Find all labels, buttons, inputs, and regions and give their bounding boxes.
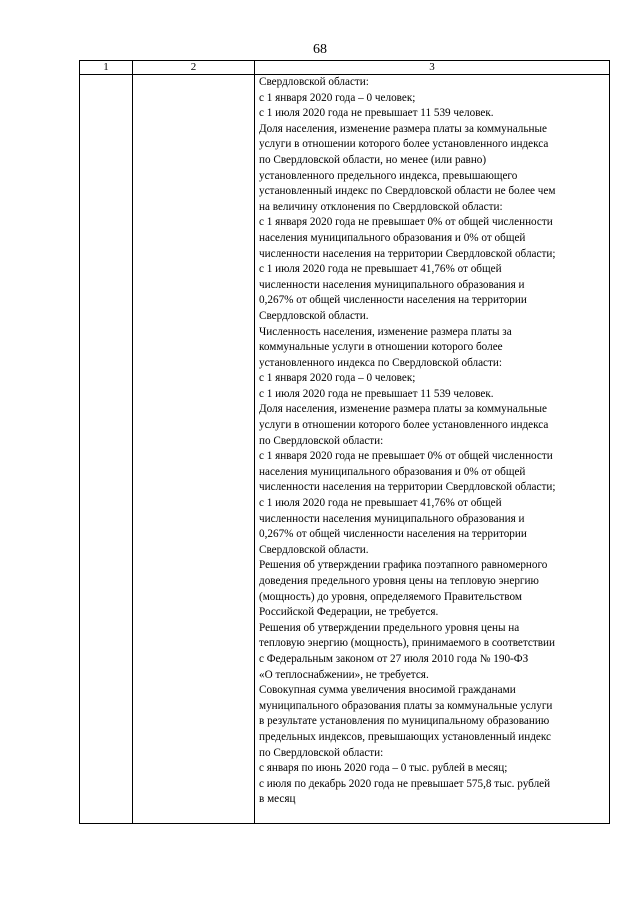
- text-line: с 1 июля 2020 года не превышает 41,76% от общей: [259, 497, 502, 510]
- text-line: на величину отклонения по Свердловской области:: [259, 200, 503, 213]
- text-line: тепловую энергию (мощность), принимаемого в соответствии: [259, 637, 556, 650]
- text-line: «О теплоснабжении», не требуется.: [259, 668, 429, 681]
- text-line: численности населения муниципального образования и: [259, 278, 525, 291]
- text-line: по Свердловской области:: [259, 746, 384, 759]
- column-3-text: [255, 75, 609, 808]
- text-line: предельных индексов, превышающих установленный индекс: [259, 730, 551, 743]
- text-line: в результате установления по муниципальному образованию: [259, 715, 550, 728]
- text-line: доведения предельного уровня цены на тепловую энергию: [259, 575, 539, 587]
- column-2-cell: [133, 75, 255, 824]
- text-line: установленный индекс по Свердловской области не более чем: [259, 185, 556, 198]
- text-line: услуги в отношении которого более установленного индекса: [259, 419, 549, 432]
- text-line: Свердловской области.: [259, 309, 369, 322]
- column-2-header: 2: [133, 61, 255, 75]
- text-line: Доля населения, изменение размера платы за коммунальные: [259, 403, 547, 416]
- text-line: Российской Федерации, не требуется.: [259, 606, 439, 619]
- text-line: с 1 января 2020 года не превышает 0% от общей численности: [259, 216, 553, 229]
- column-3-header: 3: [255, 61, 610, 75]
- text-line: с 1 июля 2020 года не превышает 11 539 человек.: [259, 107, 494, 120]
- column-1-header: 1: [80, 61, 133, 75]
- text-line: 0,267% от общей численности населения на территории: [259, 528, 527, 541]
- text-line: с 1 января 2020 года – 0 человек;: [259, 91, 416, 104]
- text-line: Решения об утверждении графика поэтапного равномерного: [259, 559, 548, 572]
- text-line: муниципального образования платы за коммунальные услуги: [259, 699, 553, 712]
- text-line: с 1 января 2020 года не превышает 0% от общей численности: [259, 450, 553, 463]
- text-line: по Свердловской области:: [259, 434, 384, 447]
- text-line: установленного индекса по Свердловской области:: [259, 356, 503, 369]
- table-row: [80, 75, 610, 824]
- text-line: численности населения муниципального образования и: [259, 512, 525, 525]
- text-line: с 1 июля 2020 года не превышает 41,76% от общей: [259, 263, 502, 276]
- text-line: по Свердловской области, но менее (или равно): [259, 153, 487, 166]
- column-3-cell: [255, 75, 610, 824]
- text-line: установленного предельного индекса, превышающего: [259, 169, 518, 182]
- text-line: 0,267% от общей численности населения на территории: [259, 294, 527, 307]
- text-line: Численность населения, изменение размера платы за: [259, 325, 512, 338]
- text-line: с января по июнь 2020 года – 0 тыс. рублей в месяц;: [259, 762, 508, 775]
- text-line: Решения об утверждении предельного уровня цены на: [259, 621, 520, 634]
- text-line: услуги в отношении которого более установленного индекса: [259, 138, 549, 151]
- text-line: Доля населения, изменение размера платы за коммунальные: [259, 122, 547, 135]
- text-line: в месяц: [259, 793, 296, 806]
- text-line: (мощность) до уровня, определяемого Правительством: [259, 590, 522, 603]
- text-line: с 1 января 2020 года – 0 человек;: [259, 372, 416, 385]
- text-line: с 1 июля 2020 года не превышает 11 539 человек.: [259, 387, 494, 400]
- text-line: Совокупная сумма увеличения вносимой гражданами: [259, 684, 516, 697]
- column-1-cell: [80, 75, 133, 824]
- text-line: населения муниципального образования и 0% от общей: [259, 465, 526, 478]
- text-line: населения муниципального образования и 0% от общей: [259, 231, 526, 244]
- text-line: с июля по декабрь 2020 года не превышает 575,8 тыс. рублей: [259, 777, 551, 790]
- text-line: численности населения на территории Свердловской области;: [259, 247, 556, 260]
- page-number: 68: [313, 42, 327, 57]
- text-line: Свердловской области:: [259, 76, 369, 88]
- document-table: [79, 60, 610, 824]
- text-line: Свердловской области.: [259, 543, 369, 556]
- table-header-row: [80, 61, 610, 75]
- text-line: коммунальные услуги в отношении которого более: [259, 341, 503, 354]
- text-line: численности населения на территории Свердловской области;: [259, 481, 556, 494]
- text-line: с Федеральным законом от 27 июля 2010 года № 190-ФЗ: [259, 652, 529, 665]
